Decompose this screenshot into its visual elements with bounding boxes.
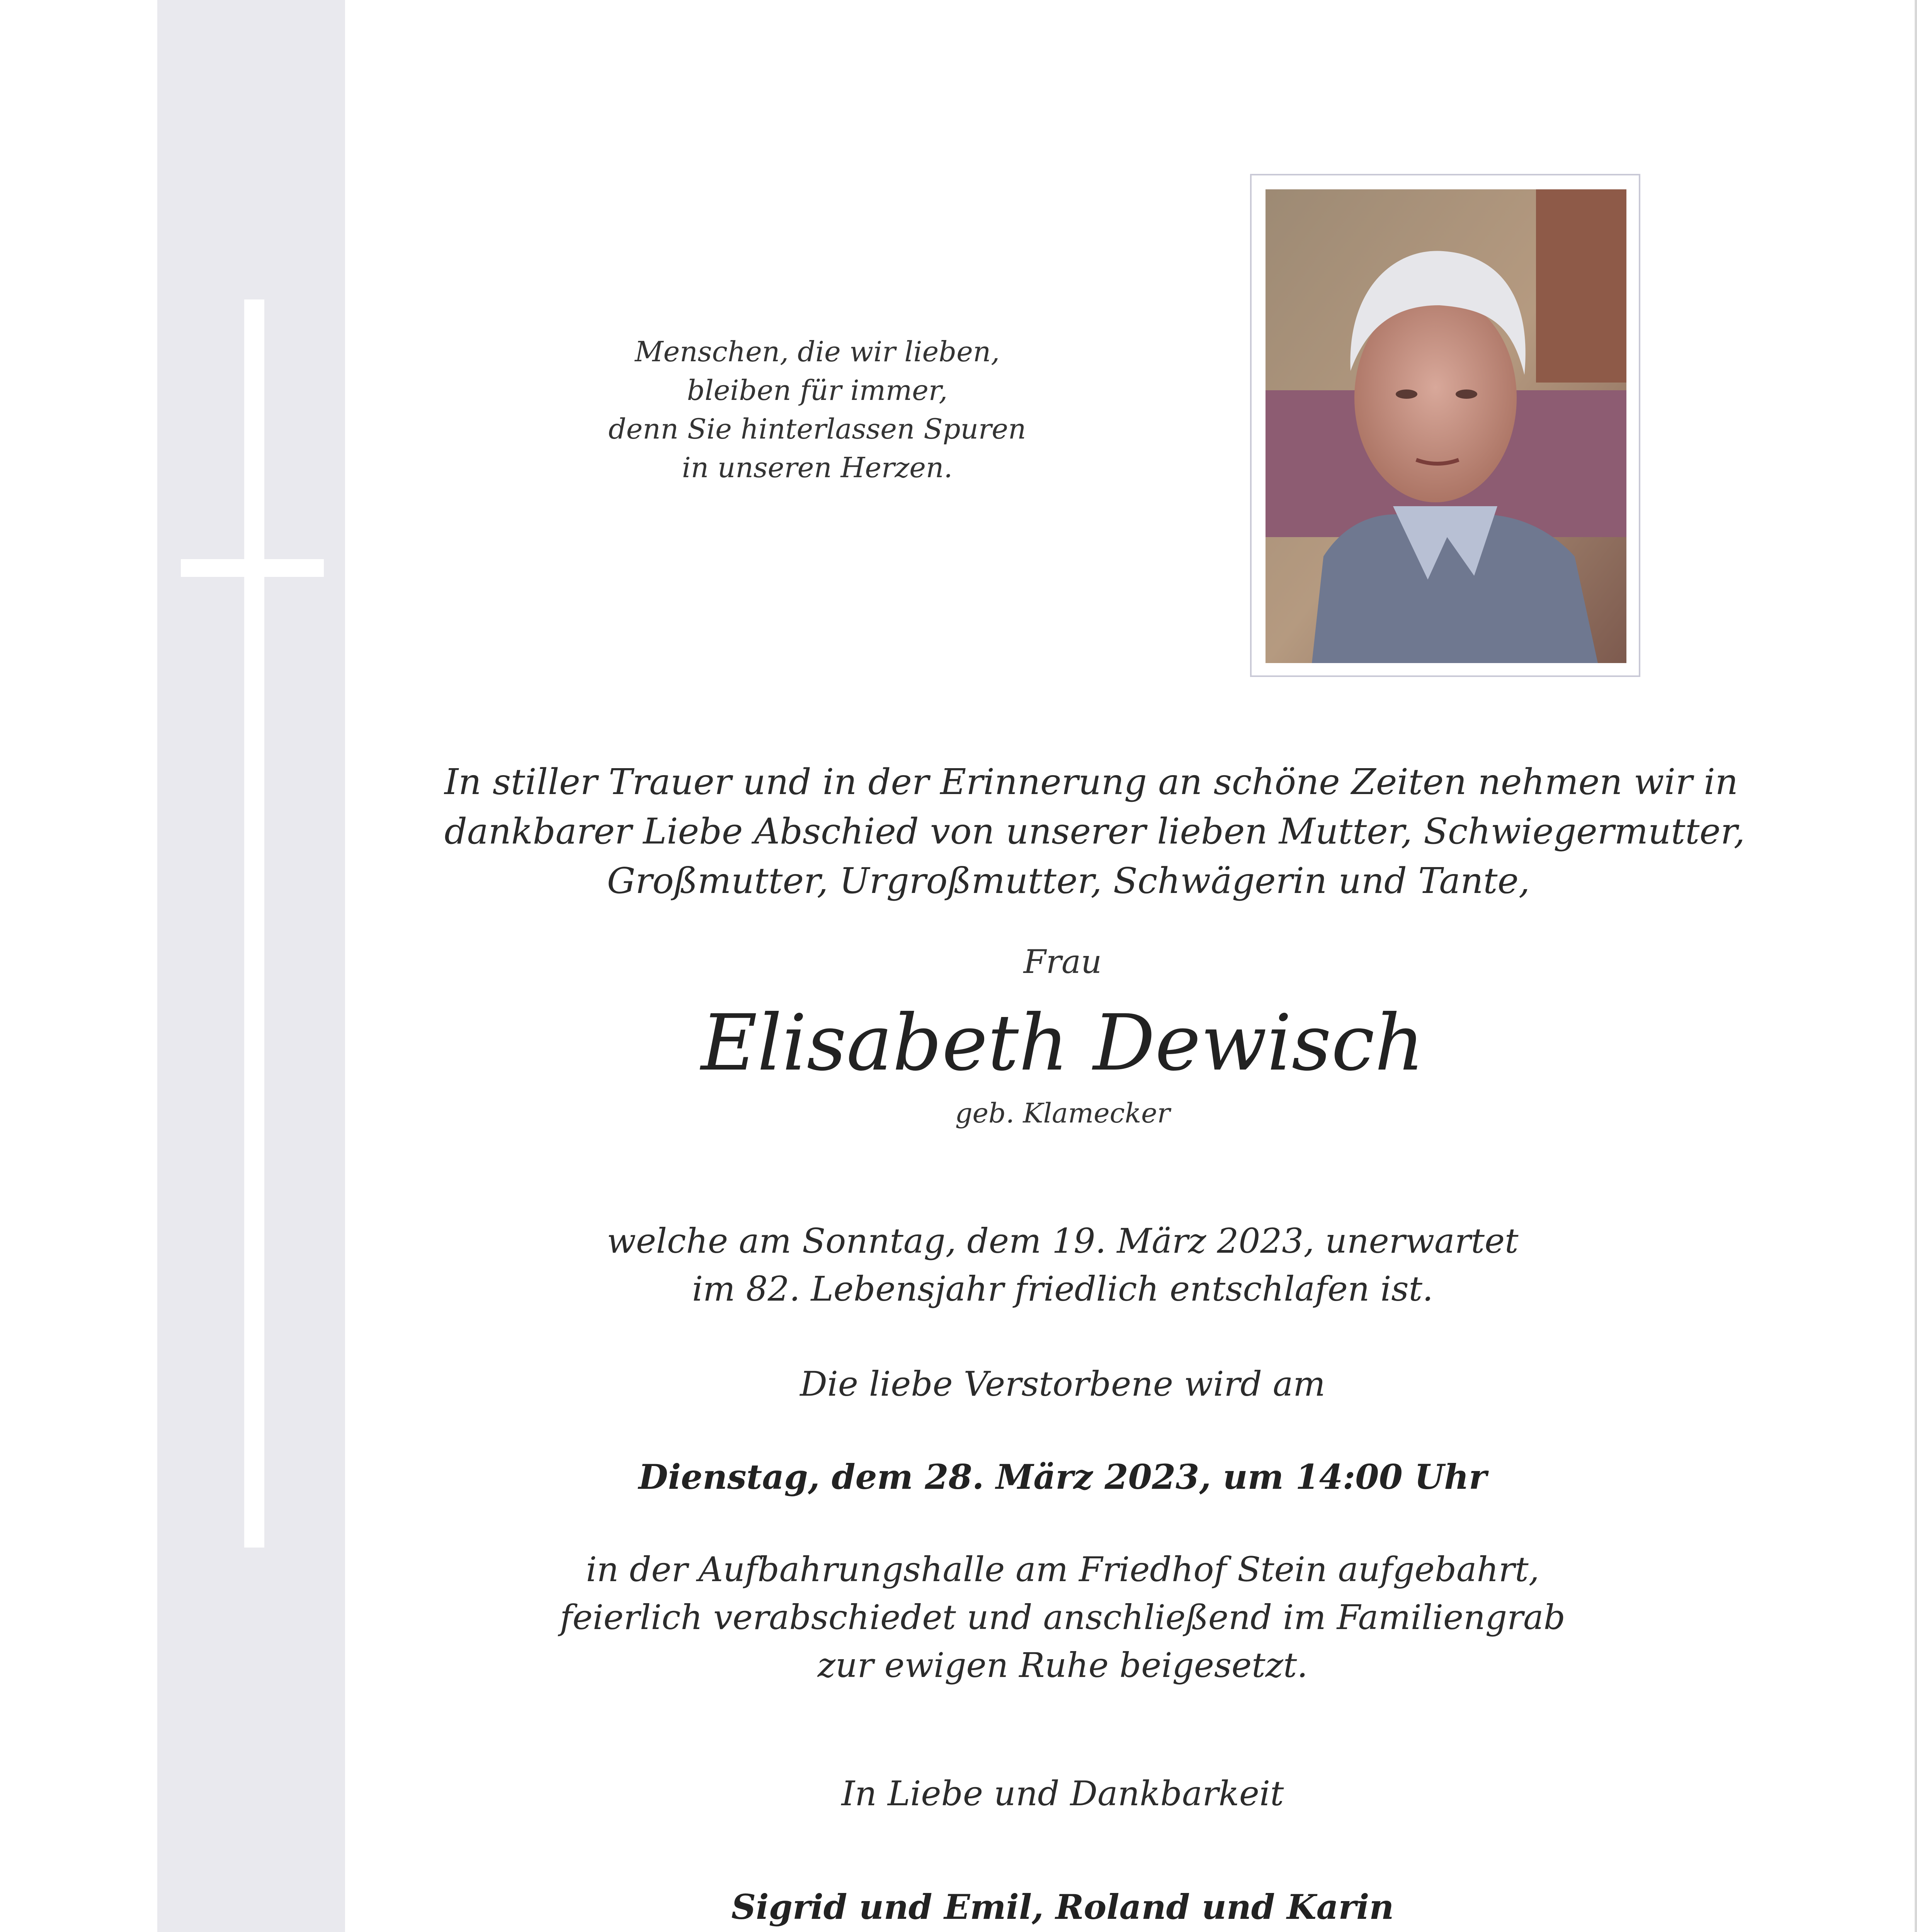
deceased-name: Elisabeth Dewisch: [701, 998, 1425, 1088]
funeral-place-line: in der Aufbahrungshalle am Friedhof Stein aufgebahrt,: [586, 1549, 1539, 1589]
maiden-name: geb. Klamecker: [955, 1097, 1170, 1129]
funeral-place-line: feierlich verabschiedet und anschließend im Familiengrab: [560, 1597, 1565, 1637]
cross-icon-bar: [181, 559, 324, 577]
quote-line: denn Sie hinterlassen Spuren: [608, 413, 1026, 445]
portrait-photo: [1266, 189, 1626, 663]
intro-line: Großmutter, Urgroßmutter, Schwägerin und Tante,: [607, 860, 1530, 901]
quote-line: Menschen, die wir lieben,: [634, 335, 1000, 368]
funeral-date-time: Dienstag, dem 28. März 2023, um 14:00 Uhr: [638, 1457, 1487, 1497]
salutation: Frau: [1023, 943, 1102, 981]
cross-icon: [244, 299, 264, 1548]
intro-line: dankbarer Liebe Abschied von unserer lieben Mutter, Schwiegermutter,: [444, 811, 1745, 852]
quote-line: bleiben für immer,: [687, 374, 948, 406]
intro-line: In stiller Trauer und in der Erinnerung an schöne Zeiten nehmen wir in: [444, 761, 1738, 803]
funeral-place: [483, 1546, 1642, 1689]
quote: [560, 332, 1074, 487]
funeral-place-line: zur ewigen Ruhe beigesetzt.: [817, 1645, 1308, 1685]
death-notice-line: im 82. Lebensjahr friedlich entschlafen ist.: [692, 1269, 1433, 1309]
mourner-line: Sigrid und Emil, Roland und Karin: [731, 1887, 1394, 1927]
closing-phrase: In Liebe und Dankbarkeit: [841, 1774, 1284, 1813]
page-edge: [1915, 0, 1917, 1932]
death-notice: [502, 1217, 1623, 1313]
death-notice-line: welche am Sonntag, dem 19. März 2023, unerwartet: [607, 1221, 1519, 1261]
funeral-announcement: Die liebe Verstorbene wird am: [800, 1364, 1325, 1404]
mourners-list: [522, 1868, 1604, 1932]
intro-text: [444, 757, 1745, 906]
portrait-photo-frame: [1250, 174, 1640, 677]
quote-line: in unseren Herzen.: [682, 451, 953, 484]
